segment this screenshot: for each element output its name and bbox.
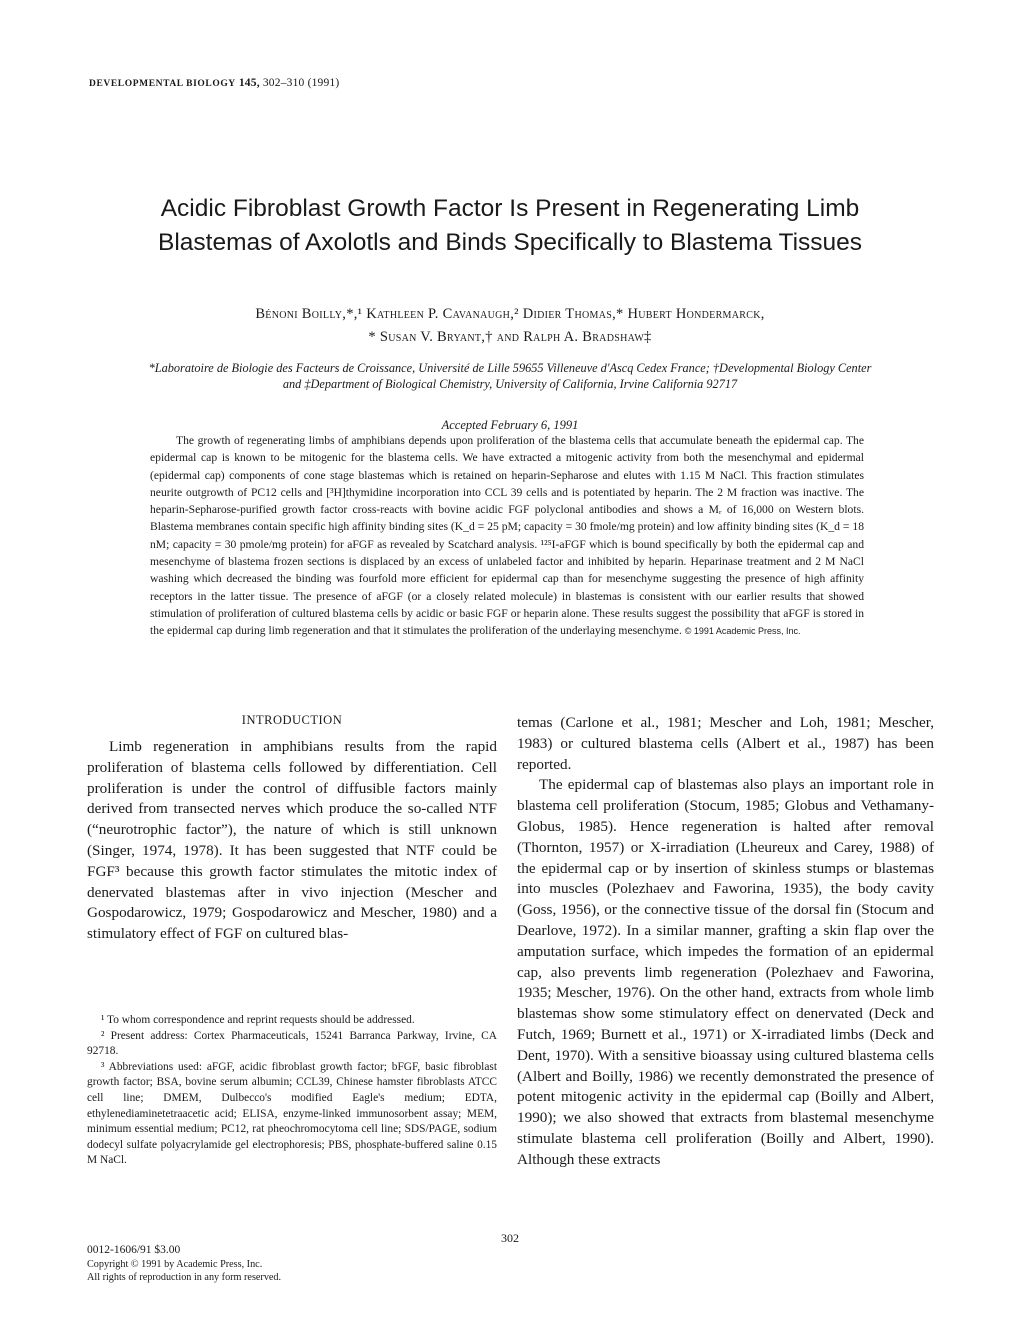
page-number: 302: [501, 1231, 519, 1245]
issn-price: 0012-1606/91 $3.00: [87, 1244, 181, 1256]
section-heading-introduction: INTRODUCTION: [241, 713, 343, 727]
accepted-date: Accepted February 6, 1991: [441, 418, 579, 432]
journal-pages: 302–310 (1991): [259, 77, 340, 89]
affiliation-line-1: *Laboratoire de Biologie des Facteurs de Croissance, Université de Lille 59655 Villeneuve d'Ascq Cedex France; †Developmental Biology Center: [148, 361, 872, 375]
footnote-3: ³ Abbreviations used: aFGF, acidic fibroblast growth factor; bFGF, basic fibroblast growth factor; BSA, bovine serum albumin; CCL39, Chinese hamster fibroblasts ATCC cell line; DMEM, Dulbecco's modified Eagle's medium; EDTA, ethylenediaminetetraacetic acid; ELISA, enzyme-linked immunosorbent assay; MEM, minimum essential medium; PC12, rat pheochromocytoma cell line; SDS/PAGE, sodium dodecyl sulfate polyacrylamide gel electrophoresis; PBS, phosphate-buffered saline 0.15 M NaCl.: [87, 1060, 497, 1167]
footnote-1: ¹ To whom correspondence and reprint requests should be addressed.: [101, 1014, 415, 1026]
paper-title: [60, 192, 960, 260]
footnotes: [87, 1013, 497, 1169]
author-list: [60, 303, 960, 349]
intro-paragraph-2: The epidermal cap of blastemas also plays an important role in blastema cell proliferation (Stocum, 1985; Globus and Vethamany-Globus, 1985). Hence regeneration is halted after removal (Thornton, 1957) or X-irradiation (Lheureux and Carey, 1988) of the epidermal cap or by insertion of skinless stumps or blastemas into muscles (Polezhaev and Faworina, 1935), the body cavity (Goss, 1956), or the connective tissue of the dorsal fin (Stocum and Dearlove, 1972). In a similar manner, grafting a skin flap over the amputation surface, which impedes the formation of an epidermal cap, also prevents limb regeneration (Polezhaev and Faworina, 1935; Mescher, 1976). On the other hand, extracts from whole limb blastemas show some stimulatory effect on denervated (Deck and Futch, 1969; Burnett et al., 1971) or X-irradiated limbs (Deck and Dent, 1970). With a sensitive bioassay using cultured blastema cells (Albert and Boilly, 1986) we recently demonstrated the presence of potent mitogenic activity in the epidermal cap (Boilly and Albert, 1990); we also showed that extracts from blastemal mesenchyme stimulate blastema cell proliferation (Boilly and Albert, 1990). Although these extracts: [517, 776, 934, 1168]
right-column: [517, 713, 934, 1171]
abstract: [150, 432, 864, 641]
abstract-copyright: © 1991 Academic Press, Inc.: [684, 626, 801, 637]
affiliations: [80, 360, 940, 392]
journal-name: DEVELOPMENTAL BIOLOGY: [89, 79, 236, 89]
publication-info: [87, 1242, 281, 1284]
abstract-text: The growth of regenerating limbs of amphibians depends upon proliferation of the blastema cells that accumulate beneath the epidermal cap. The epidermal cap is known to be mitogenic for the blastema cells. We have extracted a mitogenic activity from both the mesenchymal and epidermal (epidermal cap) components of cone stage blastemas which is retained on heparin-Sepharose and elutes with 1.15 M NaCl. This fraction stimulates neurite outgrowth of PC12 cells and [³H]thymidine incorporation into CCL 39 cells and is potentiated by heparin. The 2 M fraction was inactive. The heparin-Sepharose-purified growth factor cross-reacts with bovine acidic FGF polyclonal antibodies and shows a Mᵣ of 16,000 on Western blots. Blastema membranes contain specific high affinity binding sites (K_d = 25 pM; capacity = 30 fmole/mg protein) and low affinity binding sites (K_d = 18 nM; capacity = 30 pmole/mg protein) for aFGF as revealed by Scatchard analysis. ¹²⁵I-aFGF which is bound specifically by both the epidermal cap and mesenchyme of blastema frozen sections is displaced by an excess of unlabeled factor and inhibited by heparin. Heparinase treatment and 2 M NaCl washing which decreased the binding was fourfold more efficient for epidermal cap than for mesenchyme suggesting the presence of high affinity receptors in the latter tissue. The presence of aFGF (or a closely related molecule) in blastemas is consistent with our earlier results that showed stimulation of proliferation of cultured blastema cells by acidic or basic FGF or heparin alone. These results suggest the possibility that aFGF is stored in the epidermal cap during limb regeneration and that it stimulates the proliferation of the underlaying mesenchyme.: [150, 434, 864, 638]
left-column: [87, 713, 497, 945]
title-line-1: Acidic Fibroblast Growth Factor Is Present in Regenerating Limb: [160, 195, 860, 222]
journal-volume: 145,: [238, 77, 260, 89]
intro-paragraph-1: Limb regeneration in amphibians results from the rapid proliferation of blastema cells followed by differentiation. Cell proliferation is under the control of diffusible factors mainly derived from transected nerves which produce the so-called NTF (“neurotrophic factor”), the nature of which is still unknown (Singer, 1974, 1978). It has been suggested that NTF could be FGF³ because this growth factor stimulates the mitotic index of denervated blastemas after in vivo injection (Mescher and Gospodarowicz, 1979; Gospodarowicz and Mescher, 1980) and a stimulatory effect of FGF on cultured blas-: [87, 738, 497, 943]
rights-line: All rights of reproduction in any form reserved.: [87, 1272, 282, 1284]
authors-line-2: * Susan V. Bryant,† and Ralph A. Bradshaw‡: [368, 329, 652, 345]
title-line-2: Blastemas of Axolotls and Binds Specifically to Blastema Tissues: [157, 229, 863, 256]
authors-line-1: Bénoni Boilly,*,¹ Kathleen P. Cavanaugh,² Didier Thomas,* Hubert Hondermarck,: [255, 306, 765, 322]
intro-paragraph-1-continued: temas (Carlone et al., 1981; Mescher and Loh, 1981; Mescher, 1983) or cultured blastema cells (Albert et al., 1987) has been reported.: [517, 714, 934, 773]
footnote-2: ² Present address: Cortex Pharmaceuticals, 15241 Barranca Parkway, Irvine, CA 92718.: [87, 1029, 497, 1058]
copyright-line: Copyright © 1991 by Academic Press, Inc.: [87, 1259, 263, 1270]
affiliation-line-2: and ‡Department of Biological Chemistry, University of California, Irvine California 92717: [282, 377, 738, 391]
journal-header: [89, 77, 339, 89]
